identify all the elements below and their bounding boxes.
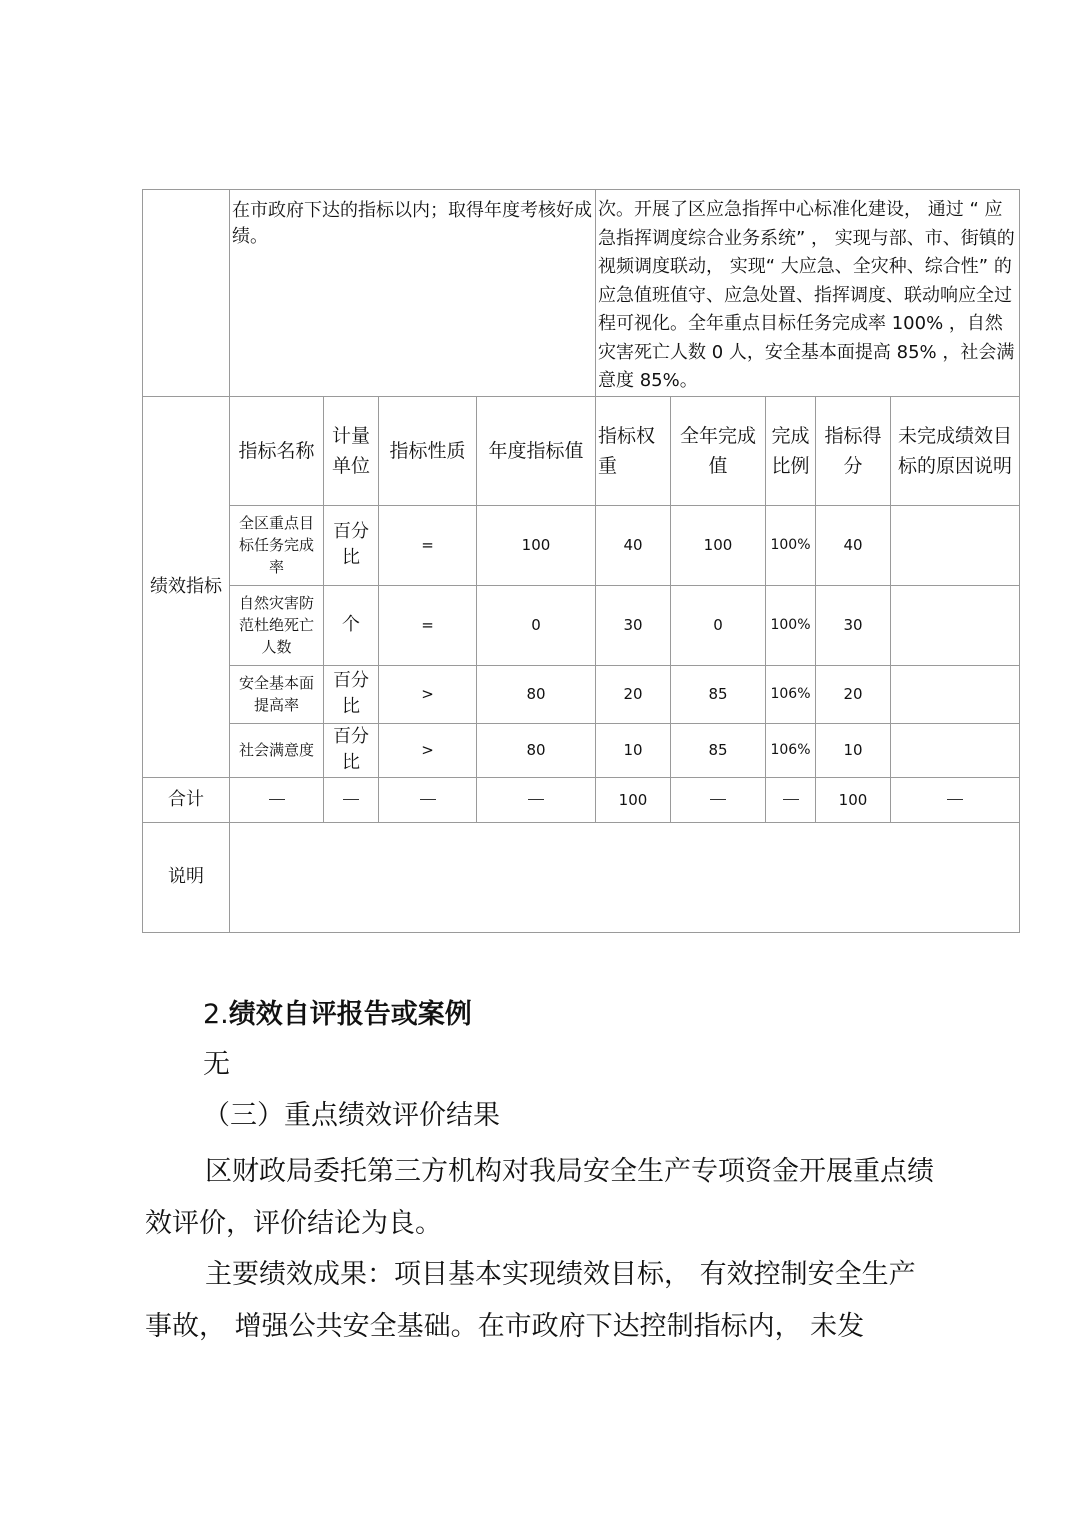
total-dash (477, 777, 596, 822)
section2-number: 2. (203, 999, 229, 1030)
note-label: 说明 (143, 822, 230, 932)
row-reason (891, 585, 1020, 665)
header-unit: 计量单位 (324, 396, 379, 505)
total-score: 100 (816, 777, 891, 822)
total-dash (230, 777, 324, 822)
row-nature: = (379, 505, 477, 585)
section-label-performance: 绩效指标 (143, 396, 230, 777)
row-unit: 百分比 (324, 665, 379, 723)
header-score: 指标得分 (816, 396, 891, 505)
row-reason (891, 505, 1020, 585)
total-dash (891, 777, 1020, 822)
header-row (143, 396, 1020, 505)
row-annual-target: 80 (477, 665, 596, 723)
row-nature: > (379, 665, 477, 723)
section2-title: 绩效自评报告或案例 (228, 999, 472, 1030)
note-row (143, 822, 1020, 932)
row-indicator-name: 社会满意度 (230, 723, 324, 777)
row-reason (891, 723, 1020, 777)
section2-heading (203, 998, 472, 1032)
continuation-left-text: 在市政府下达的指标以内；取得年度考核好成绩。 (230, 190, 596, 397)
row-unit: 个 (324, 585, 379, 665)
header-ratio: 完成比例 (766, 396, 816, 505)
total-dash (324, 777, 379, 822)
continuation-label-cell (143, 190, 230, 397)
row-score: 40 (816, 505, 891, 585)
section3-paragraph-2: 主要绩效成果：项目基本实现绩效目标， 有效控制安全生产事故， 增强公共安全基础。在市政府下达控制指标内， 未发 (145, 1259, 916, 1342)
row-reason (891, 665, 1020, 723)
total-dash (766, 777, 816, 822)
section3-paragraph-1: 区财政局委托第三方机构对我局安全生产专项资金开展重点绩效评价，评价结论为良。 (145, 1156, 934, 1239)
header-reason: 未完成绩效目标的原因说明 (891, 396, 1020, 505)
row-indicator-name: 全区重点目标任务完成率 (230, 505, 324, 585)
row-indicator-name: 安全基本面提高率 (230, 665, 324, 723)
row-annual-target: 80 (477, 723, 596, 777)
continuation-row (143, 190, 1020, 397)
table-row (143, 665, 1020, 723)
performance-table (142, 189, 1020, 933)
continuation-right-text: 次。开展了区应急指挥中心标准化建设， 通过 “ 应急指挥调度综合业务系统” ， 实现与部、市、街镇的视频调度联动， 实现“ 大应急、全灾种、综合性” 的应急值班值守、应急处置、指挥调度、联动响应全过程可视化。全年重点目标任务完成率 100% ，自然灾害死亡人数 0 人，安全基本面提高 85% ，社会满意度 85%。 (596, 190, 1020, 397)
row-ratio: 100% (766, 585, 816, 665)
row-actual: 85 (671, 665, 766, 723)
row-weight: 40 (596, 505, 671, 585)
total-dash (671, 777, 766, 822)
total-dash (379, 777, 477, 822)
note-content (230, 822, 1020, 932)
section3-title: （三）重点绩效评价结果 (203, 1100, 500, 1131)
row-unit: 百分比 (324, 505, 379, 585)
row-ratio: 100% (766, 505, 816, 585)
row-score: 10 (816, 723, 891, 777)
row-weight: 10 (596, 723, 671, 777)
header-indicator-name: 指标名称 (230, 396, 324, 505)
row-actual: 100 (671, 505, 766, 585)
header-annual-target: 年度指标值 (477, 396, 596, 505)
table-row (143, 585, 1020, 665)
total-row (143, 777, 1020, 822)
table-row (143, 505, 1020, 585)
row-actual: 85 (671, 723, 766, 777)
table-row (143, 723, 1020, 777)
row-annual-target: 0 (477, 585, 596, 665)
row-score: 20 (816, 665, 891, 723)
section2-content: 无 (203, 1049, 230, 1080)
row-nature: > (379, 723, 477, 777)
total-weight: 100 (596, 777, 671, 822)
row-nature: = (379, 585, 477, 665)
row-ratio: 106% (766, 723, 816, 777)
row-actual: 0 (671, 585, 766, 665)
row-indicator-name: 自然灾害防范杜绝死亡人数 (230, 585, 324, 665)
row-weight: 20 (596, 665, 671, 723)
row-score: 30 (816, 585, 891, 665)
row-unit: 百分比 (324, 723, 379, 777)
header-actual: 全年完成值 (671, 396, 766, 505)
row-annual-target: 100 (477, 505, 596, 585)
header-weight: 指标权重 (596, 396, 671, 505)
total-label: 合计 (143, 777, 230, 822)
row-weight: 30 (596, 585, 671, 665)
row-ratio: 106% (766, 665, 816, 723)
header-nature: 指标性质 (379, 396, 477, 505)
